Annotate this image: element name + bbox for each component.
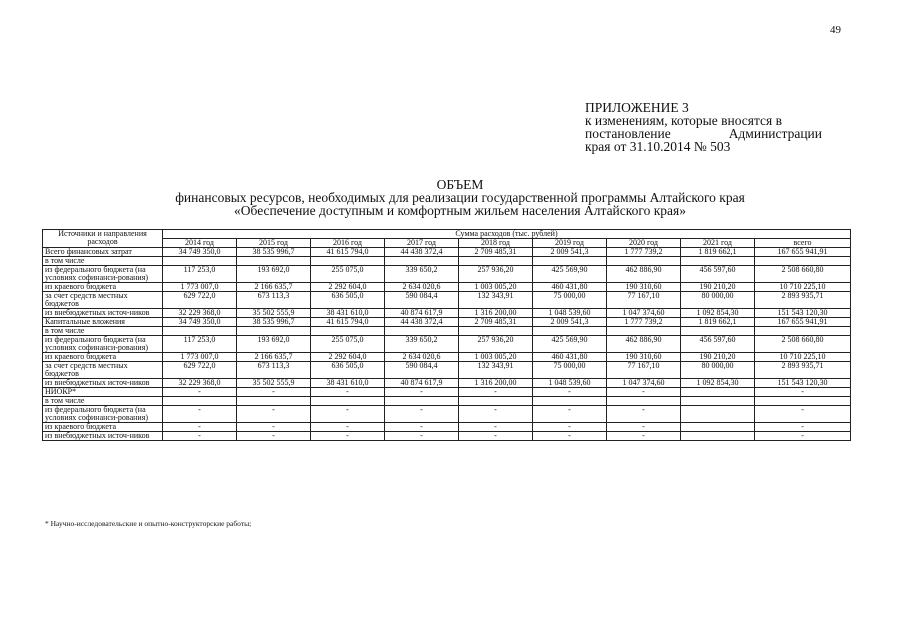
table-row xyxy=(43,292,851,309)
value-cell: 117 253,0 xyxy=(163,266,237,283)
table-row xyxy=(43,362,851,379)
value-cell xyxy=(755,257,851,266)
value-cell: 460 431,80 xyxy=(533,283,607,292)
table-row xyxy=(43,432,851,441)
heading-subtitle: финансовых ресурсов, необходимых для реализации государственной программы Алтайского края xyxy=(175,190,745,205)
header-sum: Сумма расходов (тыс. рублей) xyxy=(163,230,851,239)
value-cell xyxy=(533,397,607,406)
value-cell: 2 634 020,6 xyxy=(385,283,459,292)
appendix-title: ПРИЛОЖЕНИЕ 3 xyxy=(585,100,689,115)
value-cell: - xyxy=(459,388,533,397)
value-cell: 193 692,0 xyxy=(237,336,311,353)
value-cell: - xyxy=(459,432,533,441)
value-cell xyxy=(311,397,385,406)
value-cell xyxy=(681,423,755,432)
value-cell: 41 615 794,0 xyxy=(311,248,385,257)
value-cell: 1 819 662,1 xyxy=(681,318,755,327)
value-cell: 2 292 604,0 xyxy=(311,283,385,292)
row-label: из краевого бюджета xyxy=(43,423,163,432)
value-cell: 460 431,80 xyxy=(533,353,607,362)
value-cell xyxy=(607,327,681,336)
value-cell: 1 777 739,2 xyxy=(607,318,681,327)
value-cell: 1 047 374,60 xyxy=(607,379,681,388)
value-cell: 167 655 941,91 xyxy=(755,248,851,257)
value-cell: 1 773 007,0 xyxy=(163,353,237,362)
value-cell xyxy=(385,257,459,266)
value-cell xyxy=(681,397,755,406)
appendix-line: края от 31.10.2014 № 503 xyxy=(585,139,731,154)
row-label: из федерального бюджета (на условиях софинанси-рования) xyxy=(43,336,163,353)
value-cell: 1 773 007,0 xyxy=(163,283,237,292)
value-cell: - xyxy=(385,423,459,432)
value-cell: 1 092 854,30 xyxy=(681,309,755,318)
value-cell: 673 113,3 xyxy=(237,292,311,309)
value-cell: 2 166 635,7 xyxy=(237,353,311,362)
document-heading xyxy=(60,178,860,217)
table-row xyxy=(43,309,851,318)
value-cell: 77 167,10 xyxy=(607,362,681,379)
table-row xyxy=(43,388,851,397)
value-cell: 41 615 794,0 xyxy=(311,318,385,327)
value-cell: 193 692,0 xyxy=(237,266,311,283)
value-cell: - xyxy=(163,432,237,441)
value-cell: - xyxy=(311,432,385,441)
value-cell: 34 749 350,0 xyxy=(163,318,237,327)
value-cell: - xyxy=(385,432,459,441)
value-cell xyxy=(459,327,533,336)
value-cell: 38 535 996,7 xyxy=(237,248,311,257)
value-cell: 190 210,20 xyxy=(681,283,755,292)
value-cell xyxy=(237,397,311,406)
value-cell xyxy=(237,327,311,336)
value-cell: 151 543 120,30 xyxy=(755,309,851,318)
value-cell: - xyxy=(755,423,851,432)
value-cell: 636 505,0 xyxy=(311,362,385,379)
value-cell: 44 438 372,4 xyxy=(385,248,459,257)
value-cell: 1 048 539,60 xyxy=(533,309,607,318)
value-cell xyxy=(681,388,755,397)
value-cell xyxy=(681,257,755,266)
value-cell: 80 000,00 xyxy=(681,292,755,309)
year-header: 2015 год xyxy=(237,239,311,248)
value-cell xyxy=(607,397,681,406)
value-cell: - xyxy=(311,406,385,423)
row-label: за счет средств местных бюджетов xyxy=(43,292,163,309)
value-cell: - xyxy=(533,432,607,441)
value-cell: 2 709 485,31 xyxy=(459,318,533,327)
header-source: Источники и направления расходов xyxy=(43,230,163,248)
value-cell: - xyxy=(755,432,851,441)
row-label: из федерального бюджета (на условиях софинанси-рования) xyxy=(43,266,163,283)
table-row xyxy=(43,379,851,388)
value-cell xyxy=(681,327,755,336)
value-cell xyxy=(311,327,385,336)
value-cell: 255 075,0 xyxy=(311,266,385,283)
value-cell: - xyxy=(311,388,385,397)
value-cell: 425 569,90 xyxy=(533,336,607,353)
table-row xyxy=(43,397,851,406)
value-cell: 190 210,20 xyxy=(681,353,755,362)
year-header: 2018 год xyxy=(459,239,533,248)
value-cell: 257 936,20 xyxy=(459,336,533,353)
value-cell: 629 722,0 xyxy=(163,362,237,379)
value-cell: 1 777 739,2 xyxy=(607,248,681,257)
value-cell: 1 316 200,00 xyxy=(459,309,533,318)
value-cell xyxy=(385,397,459,406)
finance-table-wrapper xyxy=(42,229,850,441)
value-cell: 629 722,0 xyxy=(163,292,237,309)
value-cell: 32 229 368,0 xyxy=(163,379,237,388)
value-cell: 190 310,60 xyxy=(607,353,681,362)
table-row xyxy=(43,336,851,353)
value-cell: 151 543 120,30 xyxy=(755,379,851,388)
value-cell: 2 893 935,71 xyxy=(755,292,851,309)
footnote: * Научно-исследовательские и опытно-конструкторские работы; xyxy=(45,519,252,528)
value-cell: 590 084,4 xyxy=(385,362,459,379)
table-row xyxy=(43,283,851,292)
row-label: НИОКР* xyxy=(43,388,163,397)
value-cell: 2 009 541,3 xyxy=(533,318,607,327)
value-cell: 34 749 350,0 xyxy=(163,248,237,257)
value-cell xyxy=(163,397,237,406)
value-cell: - xyxy=(533,406,607,423)
value-cell: 10 710 225,10 xyxy=(755,353,851,362)
value-cell: - xyxy=(385,406,459,423)
value-cell: - xyxy=(755,406,851,423)
heading-program-name: «Обеспечение доступным и комфортным жильем населения Алтайского края» xyxy=(234,203,686,218)
value-cell xyxy=(163,327,237,336)
value-cell: - xyxy=(237,388,311,397)
row-label: в том числе xyxy=(43,397,163,406)
value-cell xyxy=(163,257,237,266)
value-cell xyxy=(681,432,755,441)
value-cell: 77 167,10 xyxy=(607,292,681,309)
page-number: 49 xyxy=(830,24,841,36)
value-cell: 132 343,91 xyxy=(459,362,533,379)
value-cell: 1 003 005,20 xyxy=(459,283,533,292)
value-cell: - xyxy=(533,423,607,432)
table-row xyxy=(43,423,851,432)
value-cell: 462 886,90 xyxy=(607,266,681,283)
value-cell xyxy=(459,257,533,266)
value-cell xyxy=(385,327,459,336)
value-cell: 35 502 555,9 xyxy=(237,379,311,388)
value-cell: 1 047 374,60 xyxy=(607,309,681,318)
appendix-line-left: постановление xyxy=(585,126,671,141)
value-cell: 1 316 200,00 xyxy=(459,379,533,388)
value-cell xyxy=(755,327,851,336)
value-cell: - xyxy=(385,388,459,397)
value-cell: 35 502 555,9 xyxy=(237,309,311,318)
value-cell: - xyxy=(607,423,681,432)
value-cell: 10 710 225,10 xyxy=(755,283,851,292)
value-cell: 75 000,00 xyxy=(533,362,607,379)
value-cell: 38 535 996,7 xyxy=(237,318,311,327)
value-cell xyxy=(237,257,311,266)
value-cell: 117 253,0 xyxy=(163,336,237,353)
value-cell: 38 431 610,0 xyxy=(311,309,385,318)
value-cell: - xyxy=(163,406,237,423)
value-cell: 40 874 617,9 xyxy=(385,309,459,318)
value-cell: - xyxy=(237,432,311,441)
table-body xyxy=(43,248,851,441)
value-cell: 75 000,00 xyxy=(533,292,607,309)
value-cell xyxy=(533,257,607,266)
value-cell: 255 075,0 xyxy=(311,336,385,353)
value-cell xyxy=(533,327,607,336)
year-header: 2016 год xyxy=(311,239,385,248)
value-cell: - xyxy=(311,423,385,432)
year-header: 2017 год xyxy=(385,239,459,248)
table-row xyxy=(43,327,851,336)
appendix-line-right: Администрации xyxy=(728,126,822,141)
value-cell: 425 569,90 xyxy=(533,266,607,283)
value-cell: 167 655 941,91 xyxy=(755,318,851,327)
row-label: из краевого бюджета xyxy=(43,283,163,292)
value-cell: 2 893 935,71 xyxy=(755,362,851,379)
value-cell: - xyxy=(607,388,681,397)
value-cell xyxy=(607,257,681,266)
appendix-block xyxy=(585,101,822,153)
value-cell: 80 000,00 xyxy=(681,362,755,379)
value-cell: 636 505,0 xyxy=(311,292,385,309)
table-row xyxy=(43,257,851,266)
value-cell: 462 886,90 xyxy=(607,336,681,353)
value-cell: - xyxy=(755,388,851,397)
value-cell xyxy=(681,406,755,423)
value-cell: - xyxy=(237,406,311,423)
table-row xyxy=(43,248,851,257)
value-cell: 38 431 610,0 xyxy=(311,379,385,388)
value-cell: 190 310,60 xyxy=(607,283,681,292)
table-row xyxy=(43,406,851,423)
years-row xyxy=(43,239,851,248)
value-cell: 2 009 541,3 xyxy=(533,248,607,257)
row-label: из внебюджетных источ-ников xyxy=(43,379,163,388)
year-header: всего xyxy=(755,239,851,248)
value-cell: 456 597,60 xyxy=(681,336,755,353)
header-row xyxy=(43,230,851,239)
row-label: из внебюджетных источ-ников xyxy=(43,309,163,318)
year-header: 2020 год xyxy=(607,239,681,248)
value-cell: - xyxy=(459,406,533,423)
value-cell: - xyxy=(237,423,311,432)
value-cell: 590 084,4 xyxy=(385,292,459,309)
year-header: 2014 год xyxy=(163,239,237,248)
value-cell: - xyxy=(163,423,237,432)
value-cell: 132 343,91 xyxy=(459,292,533,309)
heading-title: ОБЪЕМ xyxy=(436,177,484,192)
value-cell: 673 113,3 xyxy=(237,362,311,379)
value-cell: 32 229 368,0 xyxy=(163,309,237,318)
value-cell: - xyxy=(533,388,607,397)
value-cell: 44 438 372,4 xyxy=(385,318,459,327)
value-cell: 2 709 485,31 xyxy=(459,248,533,257)
value-cell: 2 292 604,0 xyxy=(311,353,385,362)
table-row xyxy=(43,353,851,362)
value-cell: 1 048 539,60 xyxy=(533,379,607,388)
row-label: из внебюджетных источ-ников xyxy=(43,432,163,441)
row-label: из краевого бюджета xyxy=(43,353,163,362)
value-cell: 2 634 020,6 xyxy=(385,353,459,362)
value-cell xyxy=(311,257,385,266)
value-cell: 339 650,2 xyxy=(385,336,459,353)
value-cell: 1 092 854,30 xyxy=(681,379,755,388)
row-label: Капитальные вложения xyxy=(43,318,163,327)
value-cell: - xyxy=(607,432,681,441)
value-cell: 2 508 660,80 xyxy=(755,336,851,353)
row-label: в том числе xyxy=(43,327,163,336)
table-row xyxy=(43,266,851,283)
value-cell: 456 597,60 xyxy=(681,266,755,283)
year-header: 2021 год xyxy=(681,239,755,248)
row-label: Всего финансовых затрат xyxy=(43,248,163,257)
row-label: в том числе xyxy=(43,257,163,266)
value-cell: 1 819 662,1 xyxy=(681,248,755,257)
row-label: за счет средств местных бюджетов xyxy=(43,362,163,379)
value-cell: 1 003 005,20 xyxy=(459,353,533,362)
value-cell: 339 650,2 xyxy=(385,266,459,283)
value-cell: 2 166 635,7 xyxy=(237,283,311,292)
value-cell xyxy=(459,397,533,406)
appendix-line: к изменениям, которые вносятся в xyxy=(585,113,783,128)
value-cell: - xyxy=(607,406,681,423)
value-cell xyxy=(755,397,851,406)
value-cell: 40 874 617,9 xyxy=(385,379,459,388)
finance-table xyxy=(42,229,851,441)
table-row xyxy=(43,318,851,327)
value-cell: - xyxy=(163,388,237,397)
value-cell: 257 936,20 xyxy=(459,266,533,283)
year-header: 2019 год xyxy=(533,239,607,248)
row-label: из федерального бюджета (на условиях софинанси-рования) xyxy=(43,406,163,423)
value-cell: 2 508 660,80 xyxy=(755,266,851,283)
value-cell: - xyxy=(459,423,533,432)
